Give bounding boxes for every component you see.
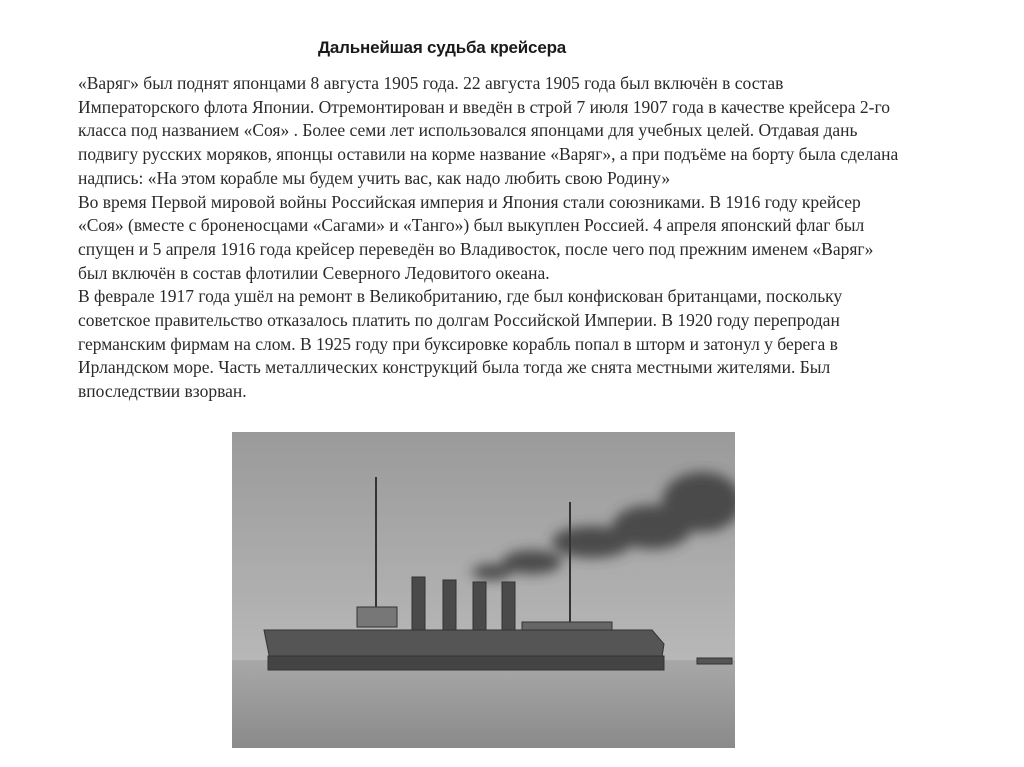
body-text	[78, 72, 898, 404]
text-line: Императорского флота Японии. Отремонтирован и введён в строй 7 июля 1907 года в качестве крейсера 2-го	[78, 96, 890, 117]
text-line: советское правительство отказалось платить по долгам Российской Империи. В 1920 году перепродан	[78, 310, 840, 331]
text-line: подвигу русских моряков, японцы оставили на корме название «Варяг», а при подъёме на борту была сделана	[78, 144, 899, 165]
text-line: «Соя» (вместе с броненосцами «Сагами» и «Танго») был выкуплен Россией. 4 апреля японский флаг был	[78, 215, 865, 236]
text-line: надпись: «На этом корабле мы будем учить вас, как надо любить свою Родину»	[78, 167, 671, 188]
slide-title: Дальнейшая судьба крейсера	[318, 38, 567, 57]
cruiser-photo	[232, 432, 735, 748]
text-line: впоследствии взорван.	[78, 381, 247, 402]
text-line: класса под названием «Соя» . Более семи лет использовался японцами для учебных целей. Отдавая дань	[78, 120, 858, 141]
text-line: был включён в состав флотилии Северного Ледовитого океана.	[78, 262, 550, 283]
text-line: германским фирмам на слом. В 1925 году при буксировке корабль попал в шторм и затонул у берега в	[78, 333, 838, 354]
text-line: Ирландском море. Часть металлических конструкций была тогда же снята местными жителями. Был	[78, 357, 831, 378]
text-line: «Варяг» был поднят японцами 8 августа 1905 года. 22 августа 1905 года был включён в состав	[78, 73, 784, 93]
text-line: Во время Первой мировой войны Российская империя и Япония стали союзниками. В 1916 году крейсер	[78, 191, 861, 212]
text-line: спущен и 5 апреля 1916 года крейсер переведён во Владивосток, после чего под прежним именем «Варяг»	[78, 238, 874, 259]
text-line: В феврале 1917 года ушёл на ремонт в Великобританию, где был конфискован британцами, поскольку	[78, 286, 843, 307]
